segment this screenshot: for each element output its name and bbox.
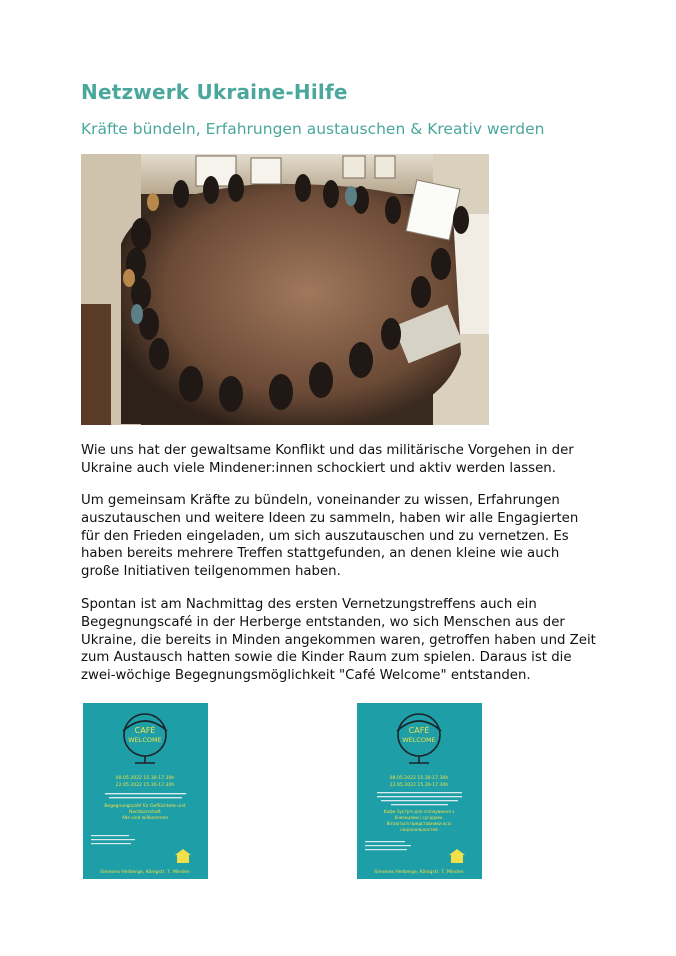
page-title: Netzwerk Ukraine-Hilfe <box>81 80 348 104</box>
flyer-headline-1: Кафе-Зустріч для спілкування з <box>383 809 455 814</box>
flyer-small-text <box>91 839 135 840</box>
flyer-footer: Simeons Herberge, Königstr. 7, Minden <box>100 870 190 875</box>
house-logo-icon <box>175 849 191 863</box>
meeting-photo <box>81 154 489 425</box>
flyer-small-text <box>365 849 407 850</box>
logo-line2: WELCOME <box>402 736 436 744</box>
flyer-small-text <box>381 800 458 801</box>
paragraph-network: Um gemeinsam Kräfte zu bündeln, voneinander zu wissen, Erfahrungen auszutauschen und weitere Ideen zu sammeln, haben wir alle Engagierten für den Frieden eingeladen, um sich auszutauschen und zu vernetzen. Es haben bereits mehrere Treffen stattgefunden, an denen kleine wie auch große Initiativen teilgenommen haben. <box>81 493 579 580</box>
flyer-german <box>83 703 208 879</box>
meeting-photo-illustration <box>81 154 489 425</box>
paragraph-cafe: Spontan ist am Nachmittag des ersten Vernetzungstreffens auch ein Begegnungscafé in der Herberge entstanden, wo sich Menschen aus der Ukraine, die bereits in Minden angekommen waren, getroffen haben und Zeit zum Austausch hatten sowie die Kinder Raum zum spielen. Daraus ist die zwei-wöchige Begegnungsmöglichkeit "Café Welcome" entstanden. <box>81 597 596 684</box>
flyer-headline-1: Begegnungscafé für Geflüchtete und <box>104 804 186 809</box>
flyer-small-text <box>105 793 186 794</box>
flyer-small-text <box>91 843 131 844</box>
flyer-small-text <box>377 792 462 793</box>
flyer-date-2: 22.05.2022 15.30-17.30h <box>389 783 449 788</box>
flyer-small-text <box>365 841 405 842</box>
flyer-small-text <box>391 804 448 805</box>
logo-line1: CAFÉ <box>408 726 430 735</box>
flyer-headline-3: Вітаються представники всіх <box>386 821 452 826</box>
flyer-small-text <box>377 796 462 797</box>
flyer-date-1: 08.05.2022 15.30-17.30h <box>115 776 175 781</box>
flyer-headline-3: Alle sind willkommen <box>121 816 169 821</box>
flyer-headline-2: біженцями і сусідами. <box>394 815 444 820</box>
flyer-headline-2: Nachbarschaft <box>129 810 161 815</box>
flyer-small-text <box>91 835 129 836</box>
flyer-ukrainian <box>357 703 482 879</box>
flyer-german-graphic <box>83 703 208 879</box>
logo-line2: WELCOME <box>128 736 162 744</box>
flyer-small-text <box>109 797 182 798</box>
house-logo-icon <box>449 849 465 863</box>
flyer-date-1: 08.05.2022 15.30-17.30h <box>389 776 449 781</box>
flyer-small-text <box>365 845 411 846</box>
page-subtitle: Kräfte bündeln, Erfahrungen austauschen & Kreativ werden <box>81 120 545 138</box>
flyer-ukrainian-graphic <box>357 703 482 879</box>
flyer-date-2: 22.05.2022 15.30-17.30h <box>115 783 175 788</box>
flyer-headline-4: національностей <box>400 827 438 832</box>
paragraph-intro: Wie uns hat der gewaltsame Konflikt und das militärische Vorgehen in der Ukraine auch viele Mindener:innen schockiert und aktiv werden lassen. <box>81 443 574 476</box>
logo-line1: CAFÉ <box>134 726 156 735</box>
flyer-footer: Simeons Herberge, Königstr. 7, Minden <box>374 870 464 875</box>
